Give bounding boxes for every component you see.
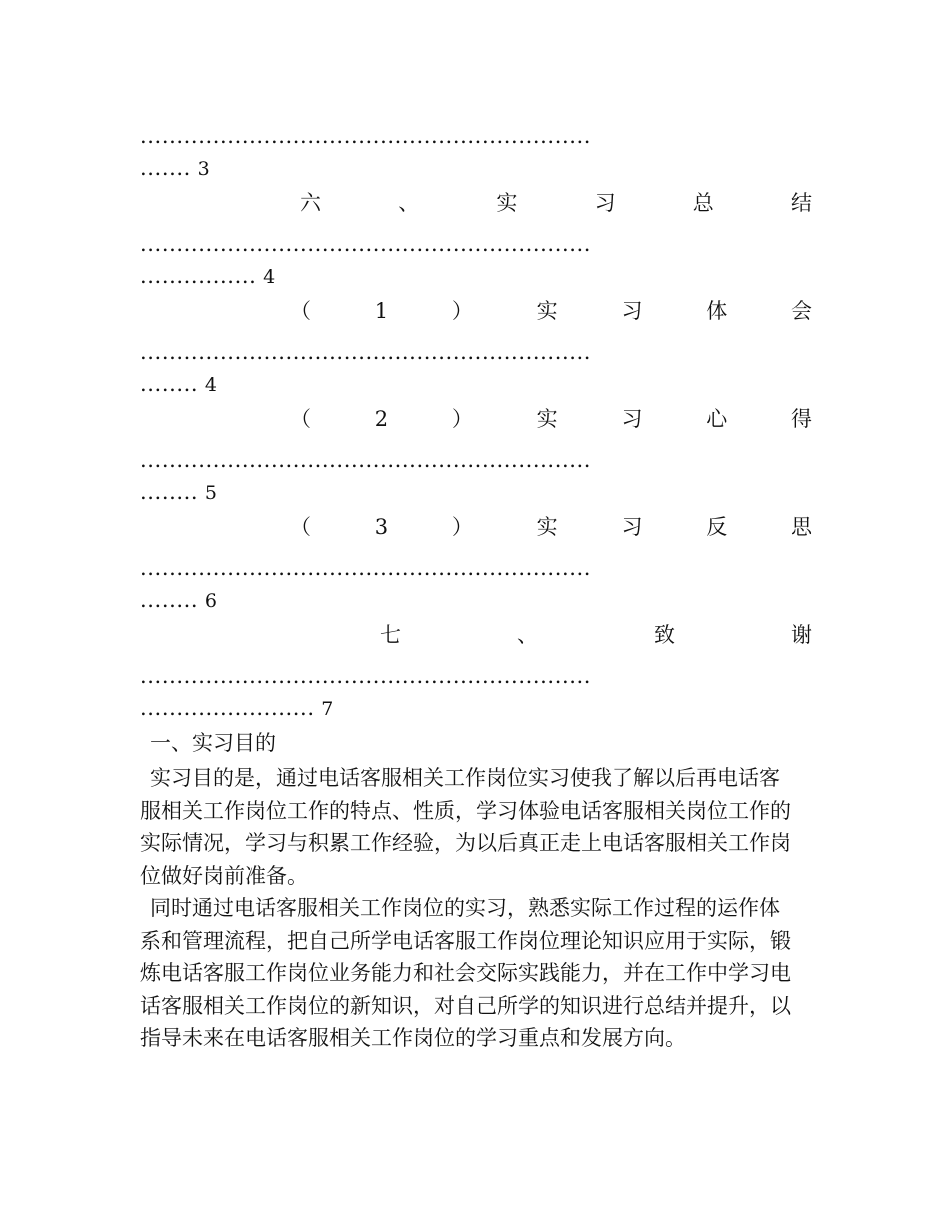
toc-title-char: ） xyxy=(451,515,473,539)
toc-title-char: 1 xyxy=(374,299,389,323)
toc-title-char: 实 xyxy=(496,191,518,215)
toc-title-char: （ xyxy=(290,407,311,431)
toc-dots-line: .............................................................. xyxy=(140,232,592,256)
toc-title-char: 会 xyxy=(790,299,812,323)
toc-title-char: 总 xyxy=(692,191,714,215)
toc-title-char: 心 xyxy=(706,407,728,431)
toc-title-char: 反 xyxy=(706,515,728,539)
toc-title-char: （ xyxy=(290,515,311,539)
toc-dots-tail: ........................ xyxy=(140,696,315,720)
toc-title-char: 六 xyxy=(300,191,321,215)
toc-entry-tail xyxy=(140,478,812,506)
toc-entry-tail xyxy=(140,694,812,722)
toc-dots-line: .............................................................. xyxy=(140,664,592,688)
toc-page-number: 6 xyxy=(204,590,217,612)
toc-title-char: 2 xyxy=(374,407,389,431)
toc-title-char: 体 xyxy=(706,299,728,323)
toc-title-char: ） xyxy=(451,407,473,431)
paragraph-line: 同时通过电话客服相关工作岗位的实习，熟悉实际工作过程的运作体 xyxy=(150,896,780,920)
paragraph-purpose xyxy=(140,762,816,892)
toc-title-char: 得 xyxy=(790,407,812,431)
toc-page-number: 4 xyxy=(263,266,276,288)
paragraph-line: 系和管理流程，把自己所学电话客服工作岗位理论知识应用于实际，锻 xyxy=(140,928,791,953)
paragraph-line: 服相关工作岗位工作的特点、性质，学习体验电话客服相关岗位工作的 xyxy=(140,798,791,823)
toc-title-char: 结 xyxy=(790,191,812,215)
toc-dots-tail: ........ xyxy=(140,480,199,504)
toc-title-char: 谢 xyxy=(791,623,812,647)
toc-title-char: 实 xyxy=(536,299,558,323)
toc-dots-line: .............................................................. xyxy=(140,556,592,580)
toc-title-char: 习 xyxy=(621,407,643,431)
paragraph-line: 位做好岗前准备。 xyxy=(140,863,308,888)
toc-title-char: 实 xyxy=(536,407,558,431)
toc-title-char: 致 xyxy=(654,623,675,647)
paragraph-line: 指导未来在电话客服相关工作岗位的学习重点和发展方向。 xyxy=(140,1026,686,1050)
toc-entry-title-6 xyxy=(300,189,812,217)
toc-dots-tail: ....... xyxy=(140,156,191,180)
toc-entry-title-6-3 xyxy=(290,513,812,541)
toc-dots-tail: ........ xyxy=(140,588,199,612)
section-heading: 一、实习目的 xyxy=(150,731,276,755)
toc-page-number: 3 xyxy=(197,158,210,180)
toc-entry-title-6-1 xyxy=(290,297,812,325)
toc-title-char: ） xyxy=(451,299,473,323)
toc-entry-tail xyxy=(140,586,812,614)
toc-title-char: 3 xyxy=(374,515,389,539)
toc-dots-line: .............................................................. xyxy=(140,124,592,148)
toc-dots-line: .............................................................. xyxy=(140,448,592,472)
toc-title-char: 习 xyxy=(594,191,616,215)
toc-title-char: 思 xyxy=(790,515,812,539)
toc-entry-title-7 xyxy=(380,621,812,649)
toc-page-number: 4 xyxy=(204,374,217,396)
toc-dots-tail: ................ xyxy=(140,264,257,288)
toc-page-number: 5 xyxy=(204,482,217,504)
paragraph-goals xyxy=(140,892,816,1055)
paragraph-line: 话客服相关工作岗位的新知识，对自己所学的知识进行总结并提升，以 xyxy=(140,993,791,1018)
toc-title-char: 七 xyxy=(380,623,401,647)
toc-entry-tail xyxy=(140,370,812,398)
toc-title-char: 习 xyxy=(621,515,643,539)
paragraph-line: 实际情况，学习与积累工作经验，为以后真正走上电话客服相关工作岗 xyxy=(140,831,791,855)
toc-entry-tail xyxy=(140,262,812,290)
toc-title-char: 实 xyxy=(536,515,558,539)
toc-entry-tail xyxy=(140,154,812,182)
toc-title-char: 习 xyxy=(621,299,643,323)
toc-dots-tail: ........ xyxy=(140,372,199,396)
toc-title-char: 、 xyxy=(398,191,420,215)
paragraph-line: 炼电话客服工作岗位业务能力和社会交际实践能力，并在工作中学习电 xyxy=(140,961,791,985)
toc-title-char: （ xyxy=(290,299,311,323)
toc-dots-line: .............................................................. xyxy=(140,340,592,364)
toc-entry-title-6-2 xyxy=(290,405,812,433)
paragraph-line: 实习目的是，通过电话客服相关工作岗位实习使我了解以后再电话客 xyxy=(150,766,780,790)
toc-page-number: 7 xyxy=(321,698,334,720)
toc-title-char: 、 xyxy=(517,623,538,647)
